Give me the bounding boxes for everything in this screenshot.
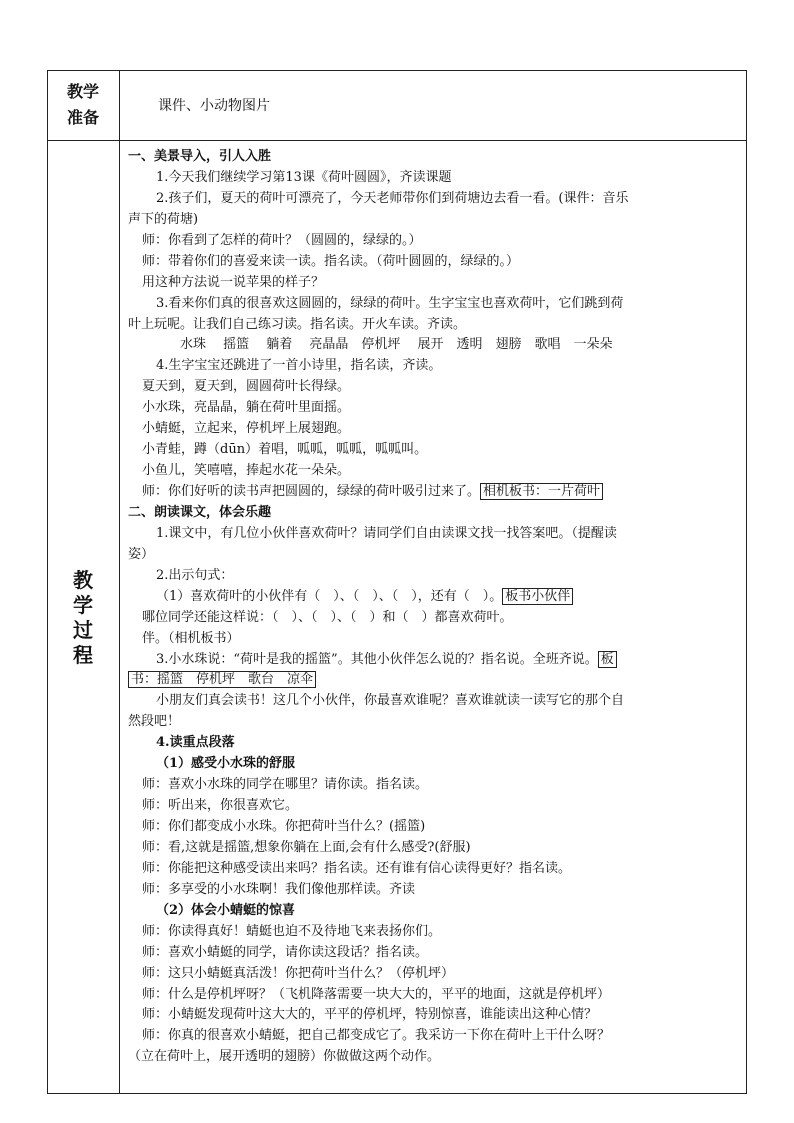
process-line-text: 师：什么是停机坪呀？（飞机降落需要一块大大的，平平的地面，这就是停机坪） [142,986,611,1002]
process-line-text: 小青蛙，蹲（dūn）着唱，呱呱，呱呱，呱呱叫。 [142,442,428,458]
board-note-box: 书：摇篮 停机坪 歌台 凉伞 [128,671,316,688]
board-note-box: 板书小伙伴 [502,588,573,605]
process-line [128,817,740,838]
process-line-text: 师：你读得真好！蜻蜓也迫不及待地飞来表扬你们。 [142,923,442,939]
process-line-text: 夏天到，夏天到，圆圆荷叶长得绿。 [142,379,351,395]
prep-label-line2: 准备 [66,108,99,127]
process-line-text: 二、朗读课文，体会乐趣 [128,504,272,520]
process-line [128,461,740,482]
process-label [47,141,119,1094]
process-line-text: （1）感受小水珠的舒服 [156,756,296,772]
process-line [128,650,740,671]
process-line [128,796,740,817]
process-line [128,168,740,189]
process-line-text: 用这种方法说一说苹果的样子？ [142,274,325,290]
process-line-text: 小蜻蜓，立起来，停机坪上展翅跑。 [142,421,351,437]
process-line-text: 师：你能把这种感受读出来吗？指名读。还有谁有信心读得更好？指名读。 [142,860,572,876]
process-line [128,943,740,964]
process-line [128,838,740,859]
process-line [128,356,740,377]
process-line-text: 3.看来你们真的很喜欢这圆圆的，绿绿的荷叶。生字宝宝也喜欢荷叶，它们跳到荷 [156,295,624,311]
process-line-text: 师：小蜻蜓发现荷叶这大大的，平平的停机坪，特别惊喜，谁能读出这种心情？ [142,1007,598,1023]
process-line [128,629,740,650]
process-line [128,189,740,210]
process-line [128,377,740,398]
process-line [128,775,740,796]
process-line-text: 然段吧！ [128,714,181,730]
process-line [128,922,740,943]
process-line-text: 师：这只小蜻蜓真活泼！你把荷叶当什么？（停机坪） [142,965,455,981]
process-line-text: 4.生字宝宝还跳进了一首小诗里，指名读，齐读。 [156,358,442,374]
process-line-text: 2.孩子们，夏天的荷叶可漂亮了，今天老师带你们到荷塘边去看一看。(课件：音乐 [156,190,629,206]
process-line-text: （立在荷叶上，展开透明的翅膀）你做做这两个动作。 [128,1049,441,1065]
process-line-text: 一、美景导入，引人入胜 [128,149,272,164]
process-line-text: （1）喜欢荷叶的小伙伴有（ ）、（ ）、（ ），还有（ ）。 [156,588,503,604]
process-line-text: 师：你看到了怎样的荷叶？（圆圆的，绿绿的。） [142,232,422,248]
process-line-text: 师：你们好听的读书声把圆圆的，绿绿的荷叶吸引过来了。 [142,484,481,499]
process-line-text: 伴。（相机板书） [142,630,240,646]
prep-label [47,70,119,140]
process-line-text: 师：你们都变成小水珠。你把荷叶当什么？(摇篮) [142,819,426,834]
process-label-text: 教学过程 [73,567,93,667]
process-line [128,524,740,545]
process-line [128,315,740,336]
process-line-text: 小水珠，亮晶晶，躺在荷叶里面摇。 [142,400,351,416]
process-line [128,587,740,608]
process-line [128,210,740,231]
process-line-text: 哪位同学还能这样说：（ ）、（ ）、（ ）和（ ）都喜欢荷叶。 [142,609,513,625]
process-line-text: 师：喜欢小蜻蜓的同学，请你读这段话？指名读。 [142,944,429,960]
process-line-text: 1.今天我们继续学习第13课《荷叶圆圆》，齐读课题 [156,169,452,185]
process-line [128,419,740,440]
process-line [128,691,740,712]
process-line [128,1026,740,1047]
process-line-text: 小鱼儿，笑嘻嘻，捧起水花一朵朵。 [142,463,351,479]
process-line [128,503,740,524]
process-line [128,147,740,168]
process-line [128,964,740,985]
process-line [128,880,740,901]
prep-label-line1: 教学 [66,82,99,101]
process-line [128,440,740,461]
process-line-text: 师：带着你们的喜爱来读一读。指名读。（荷叶圆圆的，绿绿的。） [142,253,520,269]
process-line [128,252,740,273]
board-note-box: 相机板书：一片荷叶 [480,483,603,500]
process-line [128,985,740,1006]
process-line-text: 师：看,这就是摇篮,想象你躺在上面,会有什么感受?(舒服) [142,839,471,855]
process-line-text: 姿） [128,546,155,562]
process-line [128,859,740,880]
process-line [128,398,740,419]
process-line-text: 师：喜欢小水珠的同学在哪里？请你读。指名读。 [142,777,429,793]
table-column-divider [119,70,120,1094]
table-row-divider [47,140,747,141]
process-line [128,294,740,315]
prep-value: 课件、小动物图片 [158,98,270,114]
board-note-box: 板 [598,651,617,668]
process-line [128,273,740,294]
process-line [128,1005,740,1026]
process-line [128,545,740,566]
process-line [128,670,740,691]
process-line [128,754,740,775]
process-line-text: 叶上玩呢。让我们自己练习读。指名读。开火车读。齐读。 [128,316,467,332]
process-line-text: 3.小水珠说：“荷叶是我的摇篮”。其他小伙伴怎么说的？指名说。全班齐说。 [156,651,598,667]
process-line [128,231,740,252]
process-line-text: 声下的荷塘) [128,211,199,227]
process-line-text: （2）体会小蜻蜓的惊喜 [156,902,296,918]
process-line [128,901,740,922]
process-line-text: 水珠 摇篮 躺着 亮晶晶 停机坪 展开 透明 翅膀 歌唱 一朵朵 [180,337,613,353]
process-line-text: 小朋友们真会读书！这几个小伙伴，你最喜欢谁呢？喜欢谁就读一读写它的那个自 [156,693,625,709]
process-content [128,147,740,1068]
process-line [128,566,740,587]
process-line-text: 师：多享受的小水珠啊！我们像他那样读。齐读 [142,881,416,897]
process-line-text: 师：你真的很喜欢小蜻蜓，把自己都变成它了。我采访一下你在荷叶上干什么呀？ [142,1028,611,1044]
process-line-text: 1.课文中，有几位小伙伴喜欢荷叶？请同学们自由读课文找一找答案吧。（提醒读 [156,525,617,541]
process-line [128,335,740,356]
process-line [128,712,740,733]
process-line-text: 4.读重点段落 [156,735,235,751]
process-line [128,1047,740,1068]
process-line [128,733,740,754]
process-line [128,608,740,629]
process-line [128,482,740,503]
process-line-text: 师：听出来，你很喜欢它。 [142,798,299,814]
process-line-text: 2.出示句式： [156,567,234,583]
